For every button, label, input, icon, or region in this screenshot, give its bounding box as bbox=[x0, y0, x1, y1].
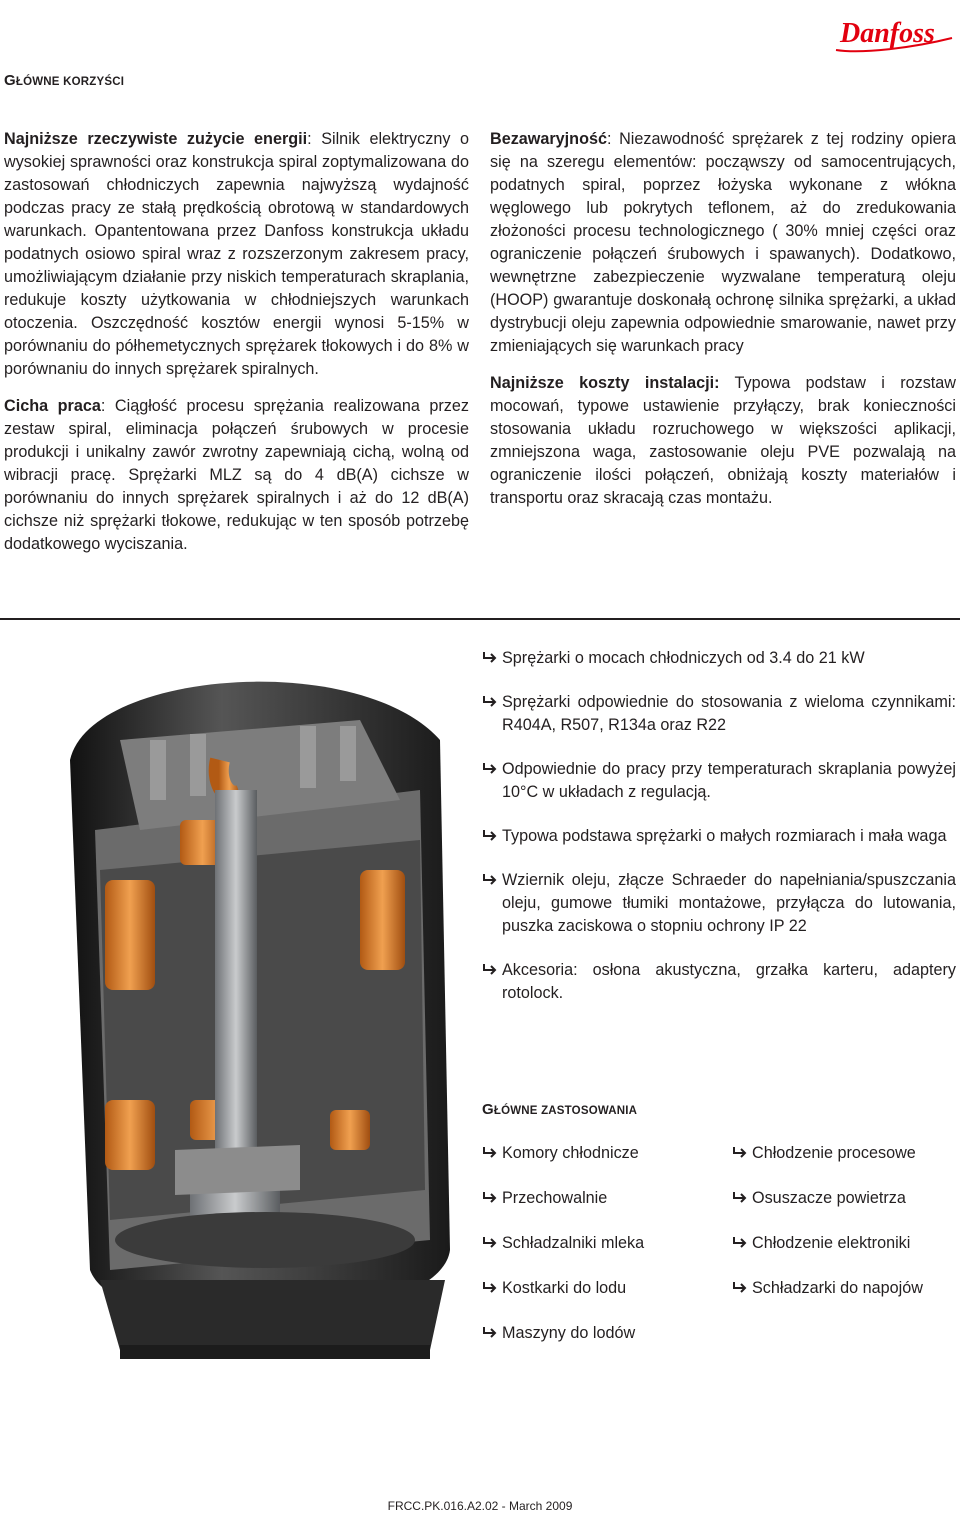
list-item: Chłodzenie procesowe bbox=[732, 1142, 916, 1165]
list-item: Sprężarki odpowiednie do stosowania z wieloma czynnikami: R404A, R507, R134a oraz R22 bbox=[482, 691, 956, 737]
hook-arrow-icon bbox=[732, 1279, 748, 1295]
feature-list bbox=[482, 647, 956, 1026]
list-item: Odpowiednie do pracy przy temperaturach skraplania powyżej 10°C w układach z regulacją. bbox=[482, 758, 956, 804]
section-divider bbox=[0, 618, 960, 620]
applications-title: GŁÓWNE ZASTOSOWANIA bbox=[482, 1101, 638, 1118]
list-item: Przechowalnie bbox=[482, 1187, 607, 1210]
hook-arrow-icon bbox=[482, 1279, 498, 1295]
footer-document-code: FRCC.PK.016.A2.02 - March 2009 bbox=[387, 1499, 573, 1513]
benefits-right-column bbox=[490, 128, 956, 524]
list-item: Maszyny do lodów bbox=[482, 1322, 635, 1345]
hook-arrow-icon bbox=[482, 1144, 498, 1160]
hook-arrow-icon bbox=[482, 1234, 498, 1250]
list-item: Kostkarki do lodu bbox=[482, 1277, 626, 1300]
applications-list bbox=[482, 1142, 956, 1362]
list-item: Sprężarki o mocach chłodniczych od 3.4 do 21 kW bbox=[482, 647, 956, 670]
hook-arrow-icon bbox=[482, 1324, 498, 1340]
list-item: Typowa podstawa sprężarki o małych rozmiarach i mała waga bbox=[482, 825, 956, 848]
hook-arrow-icon bbox=[482, 649, 498, 665]
list-item: Komory chłodnicze bbox=[482, 1142, 639, 1165]
hook-arrow-icon bbox=[732, 1144, 748, 1160]
benefit-paragraph: Najniższe koszty instalacji: Typowa podstaw i rozstaw mocowań, typowe ustawienie przyłączy, brak konieczności stosowania układu rozruchowego w większości aplikacji, zmniejszona waga, zastosowanie oleju PVE pozwalają na ograniczenie ilości połączeń, obniżają koszty materiałów i transportu oraz skracają czas montażu. bbox=[490, 374, 956, 507]
svg-text:Danfoss: Danfoss bbox=[840, 18, 935, 49]
hook-arrow-icon bbox=[482, 871, 498, 887]
benefits-left-column bbox=[4, 128, 469, 570]
benefit-paragraph: Cicha praca: Ciągłość procesu sprężania realizowana przez zestaw spiral, eliminacja połączeń śrubowych w procesie produkcji i unikalny zawór zwrotny zapewniają cichą, wolną od wibracji pracę. Sprężarki MLZ są do 4 dB(A) cichsze w porównaniu do innych sprężarek spiralnych i aż do 12 dB(A) cichsze niż sprężarki tłokowe, redukując w ten sposób potrzebę dodatkowego wyciszania. bbox=[4, 397, 469, 553]
list-item: Wziernik oleju, złącze Schraeder do napełniania/spuszczania oleju, gumowe tłumiki montażowe, przyłącza do lutowania, puszka zaciskowa o stopniu ochrony IP 22 bbox=[482, 869, 956, 938]
hook-arrow-icon bbox=[482, 760, 498, 776]
hook-arrow-icon bbox=[482, 961, 498, 977]
list-item: Chłodzenie elektroniki bbox=[732, 1232, 910, 1255]
hook-arrow-icon bbox=[732, 1234, 748, 1250]
danfoss-logo bbox=[832, 10, 956, 54]
compressor-cutaway-illustration bbox=[0, 630, 470, 1390]
hook-arrow-icon bbox=[482, 827, 498, 843]
benefit-paragraph: Bezawaryjność: Niezawodność sprężarek z tej rodziny opiera się na szeregu elementów: począwszy od samocentrujących, podatnych spiral, poprzez łożyska wykonane z włókna węglowego lub pokrytych teflonem, aż do zredukowania złożoności procesu technologicznego ( 30% mniej części oraz ograniczenie połączeń śrubowych i spawanych). Dodatkowo, wewnętrzne zabezpieczenie wyzwalane temperaturą oleju (HOOP) gwarantuje doskonałą ochronę silnika sprężarki, a układ dystrybucji oleju zapewnia odpowiednie smarowanie, nawet przy zmieniających się warunkach pracy bbox=[490, 130, 956, 355]
hook-arrow-icon bbox=[482, 1189, 498, 1205]
hook-arrow-icon bbox=[732, 1189, 748, 1205]
list-item: Osuszacze powietrza bbox=[732, 1187, 906, 1210]
hook-arrow-icon bbox=[482, 693, 498, 709]
benefits-title: GŁÓWNE KORZYŚCI bbox=[4, 72, 125, 89]
benefit-paragraph: Najniższe rzeczywiste zużycie energii: Silnik elektryczny o wysokiej sprawności oraz konstrukcja spiral zoptymalizowana do zastosowań chłodniczych zapewnia najwyższą wydajność podczas pracy ze stałą prędkością obrotową w standardowych warunkach. Opantentowana przez Danfoss konstrukcja układu podatnych osiowo spiral wraz z rozszerzonym zakresem pracy, umożliwiającym działanie przy niskich temperaturach skraplania, redukuje koszty użytkowania w chłodniejszych warunkach otoczenia. Oszczędność kosztów energii wynosi 5-15% w porównaniu do półhemetycznych sprężarek tłokowych i do 8% w porównaniu do innych sprężarek spiralnych. bbox=[4, 130, 469, 378]
list-item: Schładzarki do napojów bbox=[732, 1277, 923, 1300]
list-item: Schładzalniki mleka bbox=[482, 1232, 644, 1255]
list-item: Akcesoria: osłona akustyczna, grzałka karteru, adaptery rotolock. bbox=[482, 959, 956, 1005]
